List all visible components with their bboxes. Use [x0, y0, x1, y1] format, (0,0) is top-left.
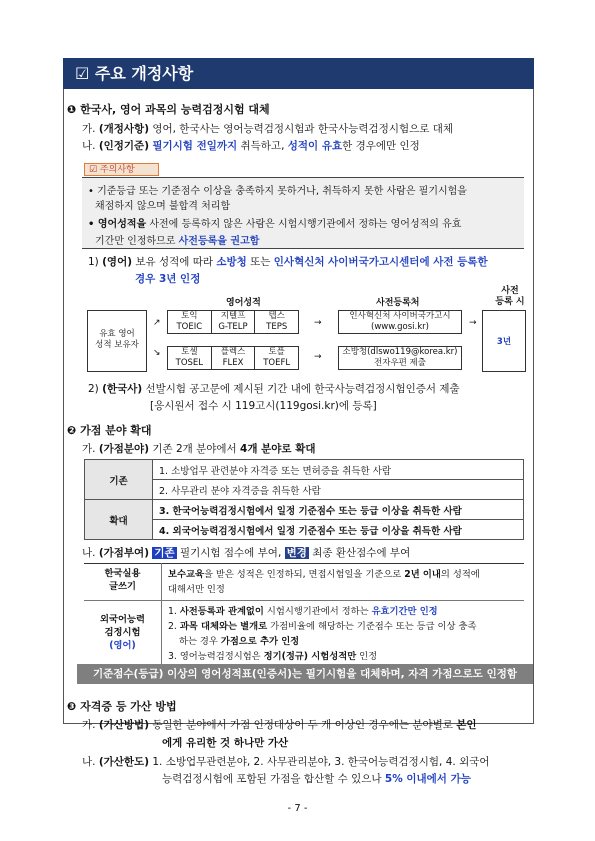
- label-foreign-language: 외국어능력 검정시험 (영어): [84, 601, 162, 668]
- diagram-head-english: 영어성적: [226, 298, 261, 308]
- reg-gosi: 인사혁신처 사이버국가고시 (www.gosi.kr): [338, 310, 462, 334]
- section-banner: ☑ 주요 개정사항: [63, 58, 534, 89]
- score-flex: 플렉스 FLEX: [212, 347, 256, 369]
- field-row-1: 1. 소방업무 관련분야 자격증 또는 면허증을 취득한 사람: [153, 460, 524, 480]
- section1-title: ❶ 한국사, 영어 과목의 능력검정시험 대체: [67, 103, 270, 116]
- label-existing: 기존: [85, 460, 153, 500]
- s1-na: 나. (인정기준) 필기시험 전일까지 취득하고, 성적이 유효한 경우에만 인정: [82, 140, 420, 152]
- s2-ga: 가. (가점분야) 기존 2개 분야에서 4개 분야로 확대: [82, 443, 316, 455]
- s1-item1-l2: 경우 3년 인정: [135, 273, 201, 285]
- arrow-right-icon: →: [314, 318, 322, 328]
- s3-ga-l2: 에게 유리한 것 하나만 가산: [162, 737, 289, 749]
- caution-line-1: • 기준등급 또는 기준점수 이상을 충족하지 못하거나, 취득하지 못한 사람은 필기시험을: [88, 186, 467, 197]
- score-toefl: 토플 TOEFL: [263, 347, 291, 368]
- section2-title: ❷ 가점 분야 확대: [67, 424, 152, 437]
- caution-line-3: • 영어성적을 사전에 등록하지 않은 사람은 시험시행기관에서 정하는 영어성적의 유효: [88, 219, 462, 230]
- caution-line-2: 채점하지 않으며 불합격 처리함: [95, 201, 231, 212]
- arrow-up-icon: ↗: [153, 318, 161, 328]
- page-number: - 7 -: [287, 803, 308, 814]
- s1-item2-l2: [응시원서 접수 시 119고시(119gosi.kr)에 등록]: [150, 400, 377, 412]
- label-korean-writing: 한국실용 글쓰기: [84, 564, 162, 601]
- reg-fire-agency: 소방청(dlswo119@korea.kr) 전자우편 제출: [338, 346, 462, 370]
- field-row-2: 2. 사무관리 분야 자격증을 취득한 사람: [153, 480, 524, 500]
- score-teps: 텝스 TEPS: [266, 311, 288, 332]
- recognition-years: 3년: [482, 310, 526, 372]
- field-row-4: 4. 외국어능력검정시험에서 일정 기준점수 또는 등급 이상을 취득한 사람: [153, 520, 524, 540]
- arrow-right-icon: →: [469, 318, 477, 328]
- label-expanded: 확대: [85, 500, 153, 540]
- diagram-head-reg-time: 사전 등록 시: [495, 286, 525, 307]
- s3-na: 나. (가산한도) 1. 소방업무관련분야, 2. 사무관리분야, 3. 한국어능력검정시험, 4. 외국어: [82, 756, 490, 768]
- diagram-head-registration: 사전등록처: [376, 298, 420, 308]
- s1-ga: 가. (개정사항) 영어, 한국사는 영어능력검정시험과 한국사능력검정시험으로 대체: [82, 123, 454, 135]
- diagram-left-box: 유효 영어 성적 보유자: [87, 310, 147, 372]
- caution-line-4: 기간만 인정하므로 사전등록을 권고함: [95, 236, 260, 247]
- s1-item2: 2) (한국사) 선발시험 공고문에 제시된 기간 내에 한국사능력검정시험인증서 제출: [88, 383, 460, 395]
- korean-writing-desc: 보수교육을 받은 성적은 인정하되, 면접시험일을 기준으로 2년 이내의 성적에 대해서만 인정: [162, 564, 525, 601]
- field-table: [84, 459, 524, 540]
- caution-tag: ☑ 주의사항: [84, 163, 159, 176]
- s2-na: 나. (가점부여) 기존 필기시험 점수에 부여, 변경 최종 환산점수에 부여: [82, 547, 411, 559]
- score-tosel: 토셀 TOSEL: [168, 347, 212, 369]
- tag-changed: 변경: [286, 547, 307, 559]
- section3-title: ❸ 자격증 등 가산 방법: [67, 700, 177, 713]
- score-toeic: 토익 TOEIC: [168, 311, 212, 333]
- score-gtelp: 지텔프 G-TELP: [212, 311, 256, 333]
- bonus-table: [84, 563, 524, 668]
- field-row-3: 3. 한국어능력검정시험에서 일정 기준점수 또는 등급 이상을 취득한 사람: [153, 500, 524, 520]
- summary-bar: 기준점수(등급) 이상의 영어성적표(인증서)는 필기시험을 대체하며, 자격 가점으로도 인정함: [77, 664, 533, 684]
- s1-item1: 1) (영어) 보유 성적에 따라 소방청 또는 인사혁신처 사이버국가고시센터에 사전 등록한: [88, 256, 488, 268]
- arrow-right-icon: →: [314, 352, 322, 362]
- foreign-language-desc: 1. 사전등록과 관계없이 시험시행기관에서 정하는 유효기간만 인정 2. 과목 대체와는 별개로 가점비율에 해당하는 기준점수 또는 등급 이상 충족 하는 경우 가점으로 추가 인정 3. 영어능력검정시험은 정기(정규) 시험성적만 인정: [162, 601, 525, 668]
- s3-ga: 가. (가산방법) 동일한 분야에서 가점 인정대상이 두 개 이상인 경우에는 분야별로 본인: [82, 719, 477, 731]
- tag-existing: 기존: [154, 547, 175, 559]
- arrow-down-icon: ↘: [153, 348, 161, 358]
- s3-na-l2: 능력검정시험에 포함된 가점을 합산할 수 있으나 5% 이내에서 가능: [162, 773, 471, 785]
